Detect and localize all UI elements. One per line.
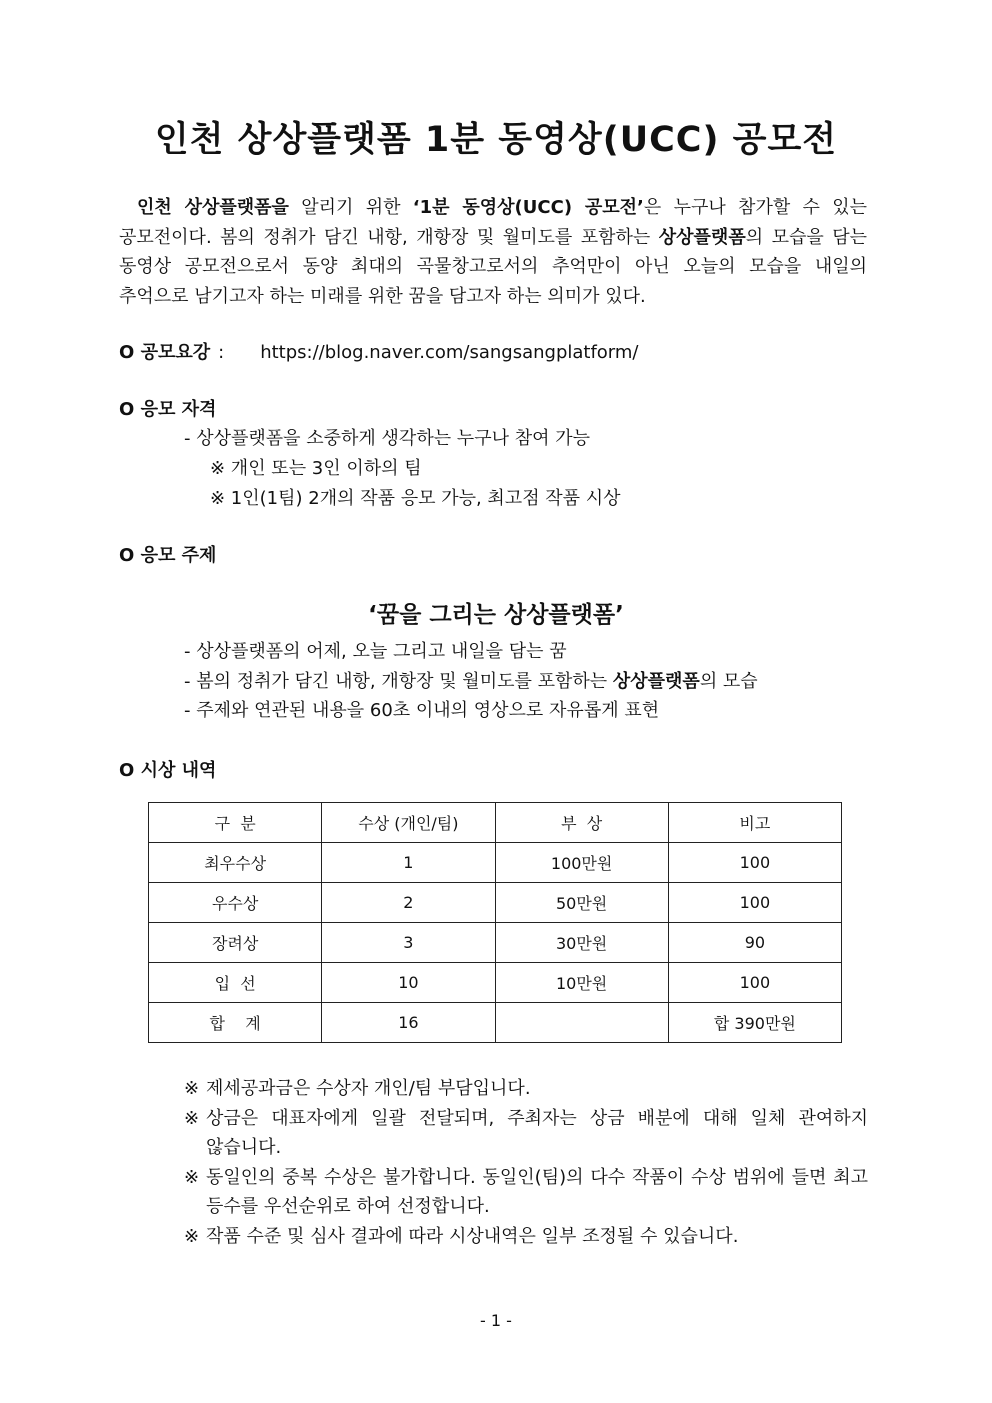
- table-cell: 100: [668, 883, 841, 923]
- awards-header-row: [149, 803, 842, 843]
- table-cell: 우수상: [149, 883, 322, 923]
- topic-item-1: - 상상플랫폼의 어제, 오늘 그리고 내일을 담는 꿈: [184, 641, 567, 662]
- guide-heading: O 공모요강: [119, 342, 211, 363]
- reference-mark: ※: [184, 1107, 200, 1129]
- topic-item-2: [184, 667, 758, 693]
- note-text: 상금은 대표자에게 일괄 전달되며, 주최자는 상금 배분에 대해 일체 관여하지 않습니다.: [206, 1107, 868, 1158]
- table-row: [149, 963, 842, 1003]
- intro-bold-2: ‘1분 동영상(UCC) 공모전’: [412, 197, 644, 218]
- topic-item-3: - 주제와 연관된 내용을 60초 이내의 영상으로 자유롭게 표현: [184, 700, 660, 721]
- table-cell: 합 390만원: [668, 1003, 841, 1043]
- awards-table: [148, 802, 842, 1043]
- guide-section: [119, 338, 638, 364]
- intro-text-1: 알리기 위한: [288, 197, 413, 218]
- reference-mark: ※: [184, 1078, 200, 1099]
- guide-colon: :: [218, 342, 225, 363]
- header-cell: 비고: [668, 803, 841, 843]
- topic-item-2-tail: 의 모습: [699, 671, 758, 692]
- table-cell: 1: [322, 843, 495, 883]
- note-text: 작품 수준 및 심사 결과에 따라 시상내역은 일부 조정될 수 있습니다.: [206, 1225, 739, 1247]
- list-item: [184, 1163, 868, 1222]
- table-row: [149, 843, 842, 883]
- intro-paragraph: [119, 193, 867, 311]
- table-cell: 합 계: [149, 1003, 322, 1043]
- eligibility-note-2: ※ 1인(1팀) 2개의 작품 응모 가능, 최고점 작품 시상: [210, 488, 621, 509]
- table-row-total: [149, 1003, 842, 1043]
- note-text: 동일인의 중복 수상은 불가합니다. 동일인(팀)의 다수 작품이 수상 범위에 들면 최고 등수를 우선순위로 하여 선정합니다.: [206, 1166, 868, 1217]
- table-cell: 10: [322, 963, 495, 1003]
- header-cell: 부 상: [495, 803, 668, 843]
- guide-url-link[interactable]: https://blog.naver.com/sangsangplatform/: [260, 342, 639, 363]
- header-cell: 구 분: [149, 803, 322, 843]
- note-text: 제세공과금은 수상자 개인/팀 부담입니다.: [206, 1078, 531, 1099]
- notes-list: [184, 1074, 868, 1251]
- topic-heading: O 응모 주제: [119, 545, 217, 566]
- table-cell: 90: [668, 923, 841, 963]
- page-number: - 1 -: [480, 1311, 512, 1330]
- table-cell: [495, 1003, 668, 1043]
- intro-text-2: 은 누구나 참가할 수 있는 공모전이다. 봄의 정취가 담긴 내항, 개항장 및 월미도를 포함하는: [119, 197, 867, 248]
- table-cell: 2: [322, 883, 495, 923]
- topic-theme: ‘꿈을 그리는 상상플랫폼’: [368, 602, 624, 628]
- intro-bold-3: 상상플랫폼: [658, 226, 746, 248]
- table-cell: 50만원: [495, 883, 668, 923]
- table-cell: 100: [668, 963, 841, 1003]
- table-cell: 장려상: [149, 923, 322, 963]
- list-item: [184, 1104, 868, 1163]
- awards-heading: O 시상 내역: [119, 760, 217, 781]
- document-title: 인천 상상플랫폼 1분 동영상(UCC) 공모전: [154, 120, 838, 160]
- table-cell: 100: [668, 843, 841, 883]
- topic-item-2-text: - 봄의 정취가 담긴 내항, 개항장 및 월미도를 포함하는: [184, 671, 613, 692]
- list-item: [184, 1074, 868, 1104]
- table-cell: 10만원: [495, 963, 668, 1003]
- table-row: [149, 923, 842, 963]
- eligibility-item: - 상상플랫폼을 소중하게 생각하는 누구나 참여 가능: [184, 428, 590, 449]
- reference-mark: ※: [184, 1166, 200, 1188]
- intro-bold-1: 인천 상상플랫폼을: [137, 197, 289, 218]
- table-cell: 30만원: [495, 923, 668, 963]
- intro-text-3: 의 모습을 담는 동영상 공모전으로서 동양 최대의 곡물창고로서의 추억만이 아닌 오늘의 모습을 내일의 추억으로 남기고자 하는 미래를 위한 꿈을 담고자 하는 의미가 있다.: [119, 226, 867, 307]
- eligibility-note-1: ※ 개인 또는 3인 이하의 팀: [210, 458, 422, 479]
- header-cell: 수상 (개인/팀): [322, 803, 495, 843]
- table-cell: 3: [322, 923, 495, 963]
- table-cell: 16: [322, 1003, 495, 1043]
- topic-item-2-bold: 상상플랫폼: [612, 671, 700, 692]
- eligibility-heading: O 응모 자격: [119, 399, 217, 420]
- table-cell: 최우수상: [149, 843, 322, 883]
- table-cell: 100만원: [495, 843, 668, 883]
- reference-mark: ※: [184, 1225, 200, 1247]
- list-item: [184, 1222, 868, 1252]
- table-row: [149, 883, 842, 923]
- table-cell: 입 선: [149, 963, 322, 1003]
